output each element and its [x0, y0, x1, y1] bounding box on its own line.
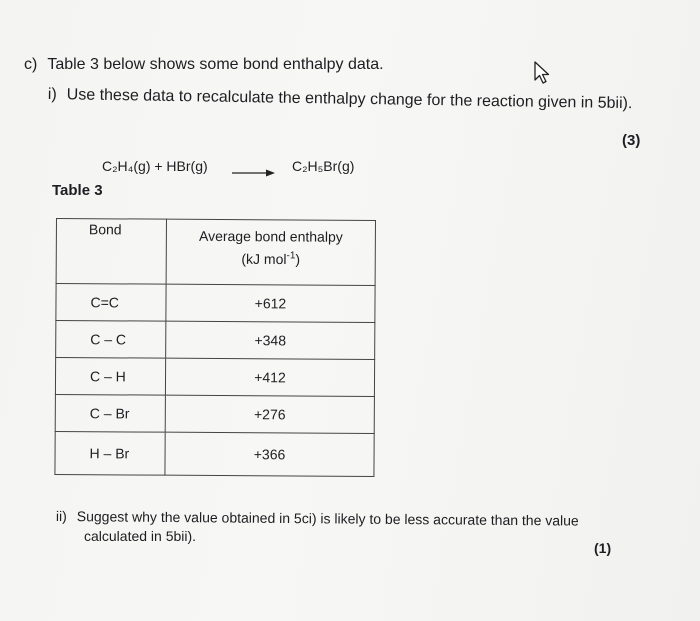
enthalpy-cell: +412: [165, 358, 374, 396]
bond-cell: H – Br: [55, 431, 165, 475]
table-row: [55, 394, 374, 433]
part-ii-label: ii): [55, 508, 67, 525]
header-enthalpy-unit-close: ): [295, 251, 301, 268]
reaction-arrow-icon: [232, 168, 276, 178]
question-part-ii: [56, 508, 579, 529]
bond-cell: C – H: [55, 358, 165, 396]
enthalpy-cell: +612: [166, 284, 375, 322]
table-row: [55, 431, 374, 476]
table-header-row: [56, 219, 375, 286]
enthalpy-cell: +276: [165, 395, 374, 433]
part-i-marks: (3): [622, 132, 641, 149]
part-i-label: i): [47, 86, 57, 104]
bond-cell: C – Br: [55, 394, 165, 432]
mouse-pointer-icon: [532, 60, 552, 86]
header-enthalpy-line1: Average bond enthalpy: [198, 227, 343, 245]
header-enthalpy-unit: (kJ mol: [241, 250, 287, 268]
question-c-text: Table 3 below shows some bond enthalpy data.: [47, 56, 384, 73]
bond-cell: C=C: [56, 284, 166, 322]
bond-cell: C – C: [56, 321, 166, 359]
table-row: [55, 358, 374, 397]
bond-enthalpy-table: [54, 218, 376, 477]
part-i-text: Use these data to recalculate the enthalpy change for the reaction given in 5bii).: [66, 86, 633, 113]
question-part-i: [48, 86, 633, 113]
equation-product: C₂H₅Br(g): [292, 158, 355, 174]
table-row: [56, 284, 375, 323]
enthalpy-cell: +348: [166, 321, 375, 359]
header-enthalpy: [166, 219, 375, 285]
question-c: [24, 56, 384, 74]
part-ii-text-line2: calculated in 5bii).: [84, 528, 197, 544]
table-caption: Table 3: [52, 182, 103, 199]
equation-reactants: C₂H₄(g) + HBr(g): [102, 158, 208, 174]
enthalpy-cell: +366: [165, 432, 374, 476]
part-ii-marks: (1): [594, 540, 612, 556]
table-row: [56, 321, 375, 360]
part-ii-text-line1: Suggest why the value obtained in 5ci) is likely to be less accurate than the value: [76, 508, 579, 529]
question-c-label: c): [24, 56, 38, 73]
header-enthalpy-unit-sup: -1: [286, 250, 296, 262]
header-bond: Bond: [56, 219, 166, 285]
